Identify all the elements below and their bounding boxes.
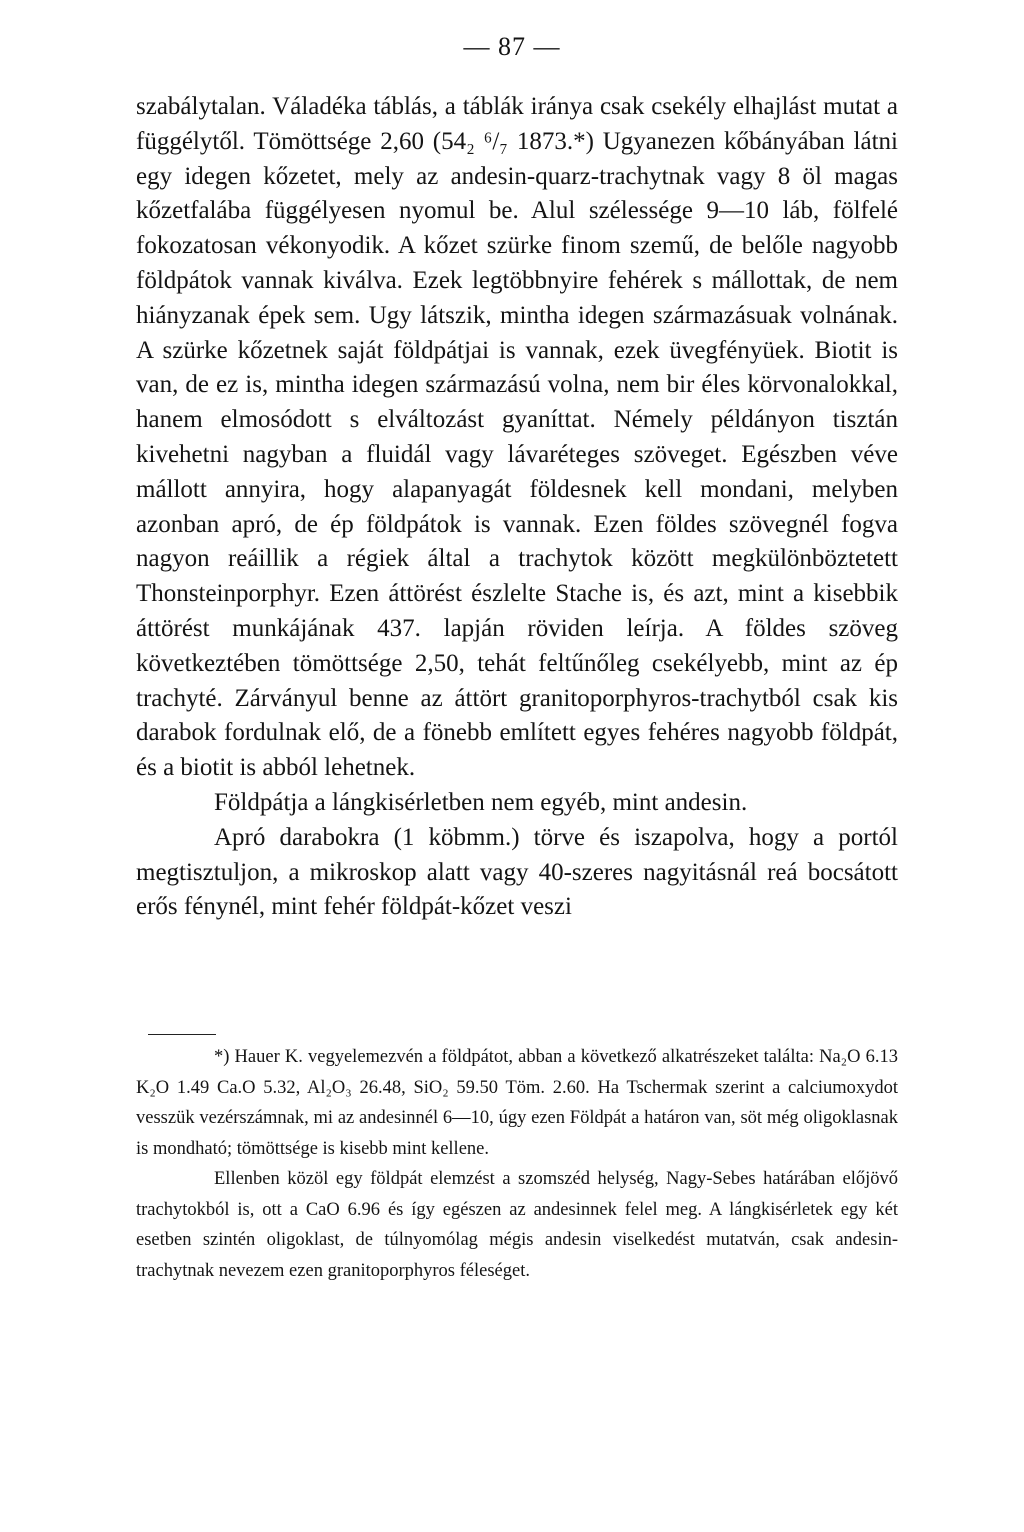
footnote: Ellenben közöl egy földpát elemzést a szomszéd helység, Nagy-Sebes határában előjövő trachytokból is, ott a CaO 6.96 és így egészen az andesinnek felel meg. A lángkisérletek egy két esetben szintén oligoklast, de túlnyomólag mégis andesin viselkedést mutatván, csak andesin-trachytnak nevezem ezen granitoporphyros féleséget.	[136, 1169, 898, 1281]
footnotes	[136, 1042, 898, 1286]
footnote-rule	[148, 1034, 216, 1035]
paragraph: Apró darabokra (1 köbmm.) törve és iszapolva, hogy a portól megtisztuljon, a mikroskop alatt vagy 40-szeres nagyitásnál reá bocsátott erős fénynél, mint fehér földpát-kőzet veszi	[136, 823, 898, 921]
main-text	[136, 90, 898, 925]
footnote: *) Hauer K. vegyelemezvén a földpátot, abban a következő alkatrészeket találta: Na₂O 6.13 K₂O 1.49 Ca.O 5.32, Al₂O₃ 26.48, SiO₂ 59.50 Töm. 2.60. Ha Tschermak szerint a calciumoxydot vesszük vezérszámnak, mi az andesinnél 6—10, úgy ezen Földpát a határon van, söt még oligoklasnak is mondható; tömöttsége is kisebb mint kellene.	[136, 1047, 898, 1159]
page-number: — 87 —	[463, 32, 561, 61]
paragraph: Földpátja a lángkisérletben nem egyéb, mint andesin.	[214, 788, 748, 816]
paragraph: szabálytalan. Váladéka táblás, a táblák iránya csak csekély elhajlást mutat a függélytől. Tömöttsége 2,60 (54₂ ⁶/₇ 1873.*) Ugyanezen kőbányában látni egy idegen kőzetet, mely az andesin-quarz-trachytnak vagy 8 öl magas kőzetfalába függélyesen nyomul be. Alul szélessége 9—10 láb, fölfelé fokozatosan vékonyodik. A kőzet szürke finom szemű, de belőle nagyobb földpátok vannak kiválva. Ezek legtöbbnyire fehérek s mállottak, de nem hiányzanak épek sem. Ugy látszik, mintha idegen származásuak volnának. A szürke kőzetnek saját földpátjai is vannak, ezek üvegfényüek. Biotit is van, de ez is, mintha idegen származású volna, nem bir éles körvonalokkal, hanem elmosódott s elváltozást gyaníttat. Némely példányon tisztán kivehetni nagyban a fluidál vagy lávaréteges szöveget. Egészben véve mállott annyira, hogy alapanyagát földesnek kell mondani, melyben azonban apró, de ép földpátok is vannak. Ezen földes szövegnél fogva nagyon reáillik a régiek által a trachytok között megkülönböztetett Thonsteinporphyr. Ezen áttörést észlelte Stache is, és azt, mint a kisebbik áttörést munkájának 437. lapján röviden leírja. A földes szöveg következtében tömöttsége 2,50, tehát feltűnőleg csekélyebb, mint az ép trachyté. Zárványul benne az áttört granitoporphyros-trachytból csak kis darabok fordulnak elő, de a fönebb említett egyes fehéres nagyobb földpát, és a biotit is abból lehetnek.	[136, 93, 898, 782]
